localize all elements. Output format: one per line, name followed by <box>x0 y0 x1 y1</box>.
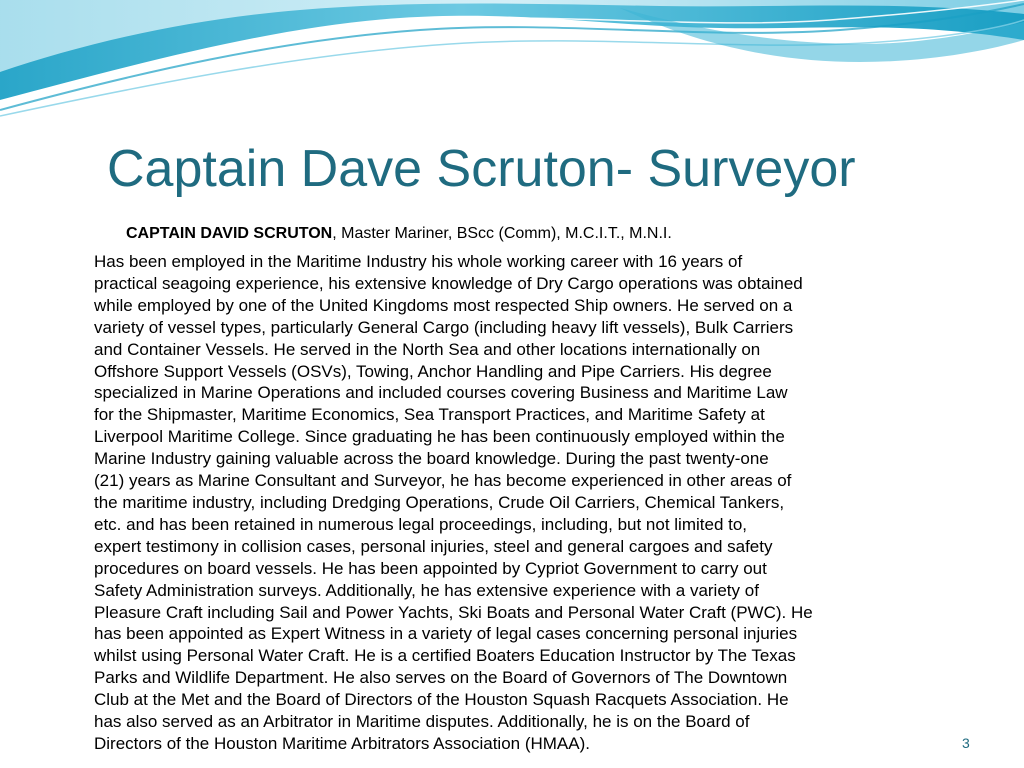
biography-line: whilst using Personal Water Craft. He is a certified Boaters Education Instructor by The Texas <box>94 646 796 666</box>
biography-line: Club at the Met and the Board of Directors of the Houston Squash Racquets Association. He <box>94 690 789 710</box>
biography-line: expert testimony in collision cases, personal injuries, steel and general cargoes and safety <box>94 536 773 556</box>
biography-line: practical seagoing experience, his extensive knowledge of Dry Cargo operations was obtained <box>94 273 803 293</box>
biography-line: procedures on board vessels. He has been appointed by Cypriot Government to carry out <box>94 558 767 578</box>
biography-line: while employed by one of the United Kingdoms most respected Ship owners. He served on a <box>94 295 793 315</box>
biography-line: variety of vessel types, particularly General Cargo (including heavy lift vessels), Bulk Carriers <box>94 317 794 337</box>
captain-credentials: , Master Mariner, BScc (Comm), M.C.I.T., M.N.I. <box>332 225 672 242</box>
biography-line: Offshore Support Vessels (OSVs), Towing, Anchor Handling and Pipe Carriers. His degree <box>94 361 772 381</box>
biography-line: Safety Administration surveys. Additionally, he has extensive experience with a variety of <box>94 580 759 600</box>
biography-text <box>94 251 956 755</box>
page-number: 3 <box>962 735 970 751</box>
credentials-line <box>126 223 672 245</box>
biography-line: and Container Vessels. He served in the North Sea and other locations internationally on <box>94 339 761 359</box>
slide-title: Captain Dave Scruton- Surveyor <box>107 140 856 198</box>
wave-header-decoration <box>0 0 1024 120</box>
biography-line: has been appointed as Expert Witness in a variety of legal cases concerning personal injuries <box>94 624 798 644</box>
biography-line: Directors of the Houston Maritime Arbitrators Association (HMAA). <box>94 733 590 753</box>
biography-line: has also served as an Arbitrator in Maritime disputes. Additionally, he is on the Board of <box>94 712 750 732</box>
biography-line: Parks and Wildlife Department. He also serves on the Board of Governors of The Downtown <box>94 668 788 688</box>
biography-line: etc. and has been retained in numerous legal proceedings, including, but not limited to, <box>94 514 748 534</box>
biography-line: (21) years as Marine Consultant and Surveyor, he has become experienced in other areas of <box>94 471 792 491</box>
captain-name: CAPTAIN DAVID SCRUTON <box>126 225 333 242</box>
biography-line: Liverpool Maritime College. Since graduating he has been continuously employed within the <box>94 427 785 447</box>
biography-line: for the Shipmaster, Maritime Economics, Sea Transport Practices, and Maritime Safety at <box>94 405 765 425</box>
biography-line: specialized in Marine Operations and included courses covering Business and Maritime Law <box>94 383 788 403</box>
biography-line: Marine Industry gaining valuable across the board knowledge. During the past twenty-one <box>94 449 769 469</box>
biography-line: the maritime industry, including Dredging Operations, Crude Oil Carriers, Chemical Tankers, <box>94 492 785 512</box>
biography-line: Has been employed in the Maritime Industry his whole working career with 16 years of <box>94 252 743 271</box>
biography-line: Pleasure Craft including Sail and Power Yachts, Ski Boats and Personal Water Craft (PWC). He <box>94 602 813 622</box>
